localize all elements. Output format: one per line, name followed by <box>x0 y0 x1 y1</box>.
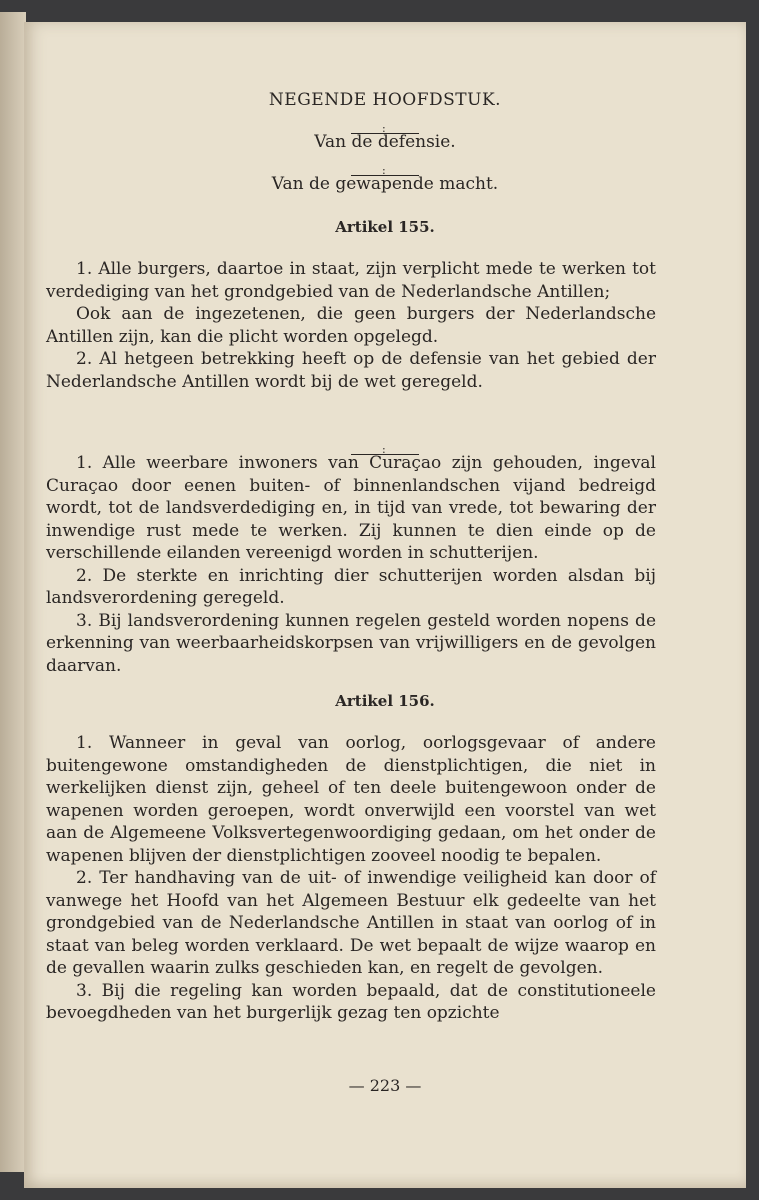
paragraph: 2. Ter handhaving van de uit- of inwendige veiligheid kan door of vanwege het Hoofd van het Algemeen Bestuur elk gedeelte van het grondgebied van de Nederlandsche Antillen in staat van oorlog of in staat van beleg worden verklaard. De wet bepaalt de wijze waarop en de gevallen waarin zulks geschieden kan, en regelt de gevolgen. <box>46 868 656 978</box>
subsection-title: Van de gewapende macht. <box>271 174 499 194</box>
chapter-title: NEGENDE HOOFDSTUK. <box>268 90 502 110</box>
book-page <box>24 22 746 1188</box>
paragraph: 2. De sterkte en inrichting dier schutterijen worden alsdan bij landsverordening geregeld. <box>46 565 656 608</box>
paragraph: 3. Bij landsverordening kunnen regelen gesteld worden nopens de erkenning van weerbaarheidskorpsen van vrijwilligers en de gevolgen daarvan. <box>46 610 656 676</box>
paragraph: 1. Wanneer in geval van oorlog, oorlogsgevaar of andere buitengewone omstandigheden de dienstplichtigen, die niet in werkelijken dienst zijn, geheel of ten deele buitengewoon onder de wapenen worden geroepen, wordt onverwijld een voorstel van wet aan de Algemeene Volksvertegenwoordiging gedaan, om het onder de wapenen blijven der dienstplichtigen zooveel noodig te bepalen. <box>46 733 656 866</box>
paragraph: 1. Alle weerbare inwoners van Curaçao zijn gehouden, ingeval Curaçao door eenen buiten- of binnenlandschen vijand bedreigd wordt, tot de landsverdediging en, in tijd van vrede, tot bewaring der inwendige rust mede te werken. Zij kunnen te dien einde op de verschillende eilanden vereenigd worden in schutterijen. <box>46 453 656 563</box>
paragraph: 2. Al hetgeen betrekking heeft op de defensie van het gebied der Nederlandsche Antillen wordt bij de wet geregeld. <box>46 349 656 392</box>
paragraph: 3. Bij die regeling kan worden bepaald, dat de constitutioneele bevoegdheden van het burgerlijk gezag ten opzichte <box>46 980 656 1023</box>
article-155-heading: Artikel 155. <box>335 218 435 236</box>
page-number: — 223 — <box>348 1076 422 1095</box>
section-title: Van de defensie. <box>314 132 456 152</box>
paragraph: Ook aan de ingezetenen, die geen burgers der Nederlandsche Antillen zijn, kan die plicht worden opgelegd. <box>46 304 656 347</box>
additional-article-body <box>46 452 656 677</box>
facing-page-edge <box>0 12 26 1172</box>
article-155-body <box>46 258 656 393</box>
article-156-body <box>46 732 656 1025</box>
paragraph: 1. Alle burgers, daartoe in staat, zijn verplicht mede te werken tot verdediging van het grondgebied van de Nederlandsche Antillen; <box>46 259 656 302</box>
article-156-heading: Artikel 156. <box>335 692 435 710</box>
